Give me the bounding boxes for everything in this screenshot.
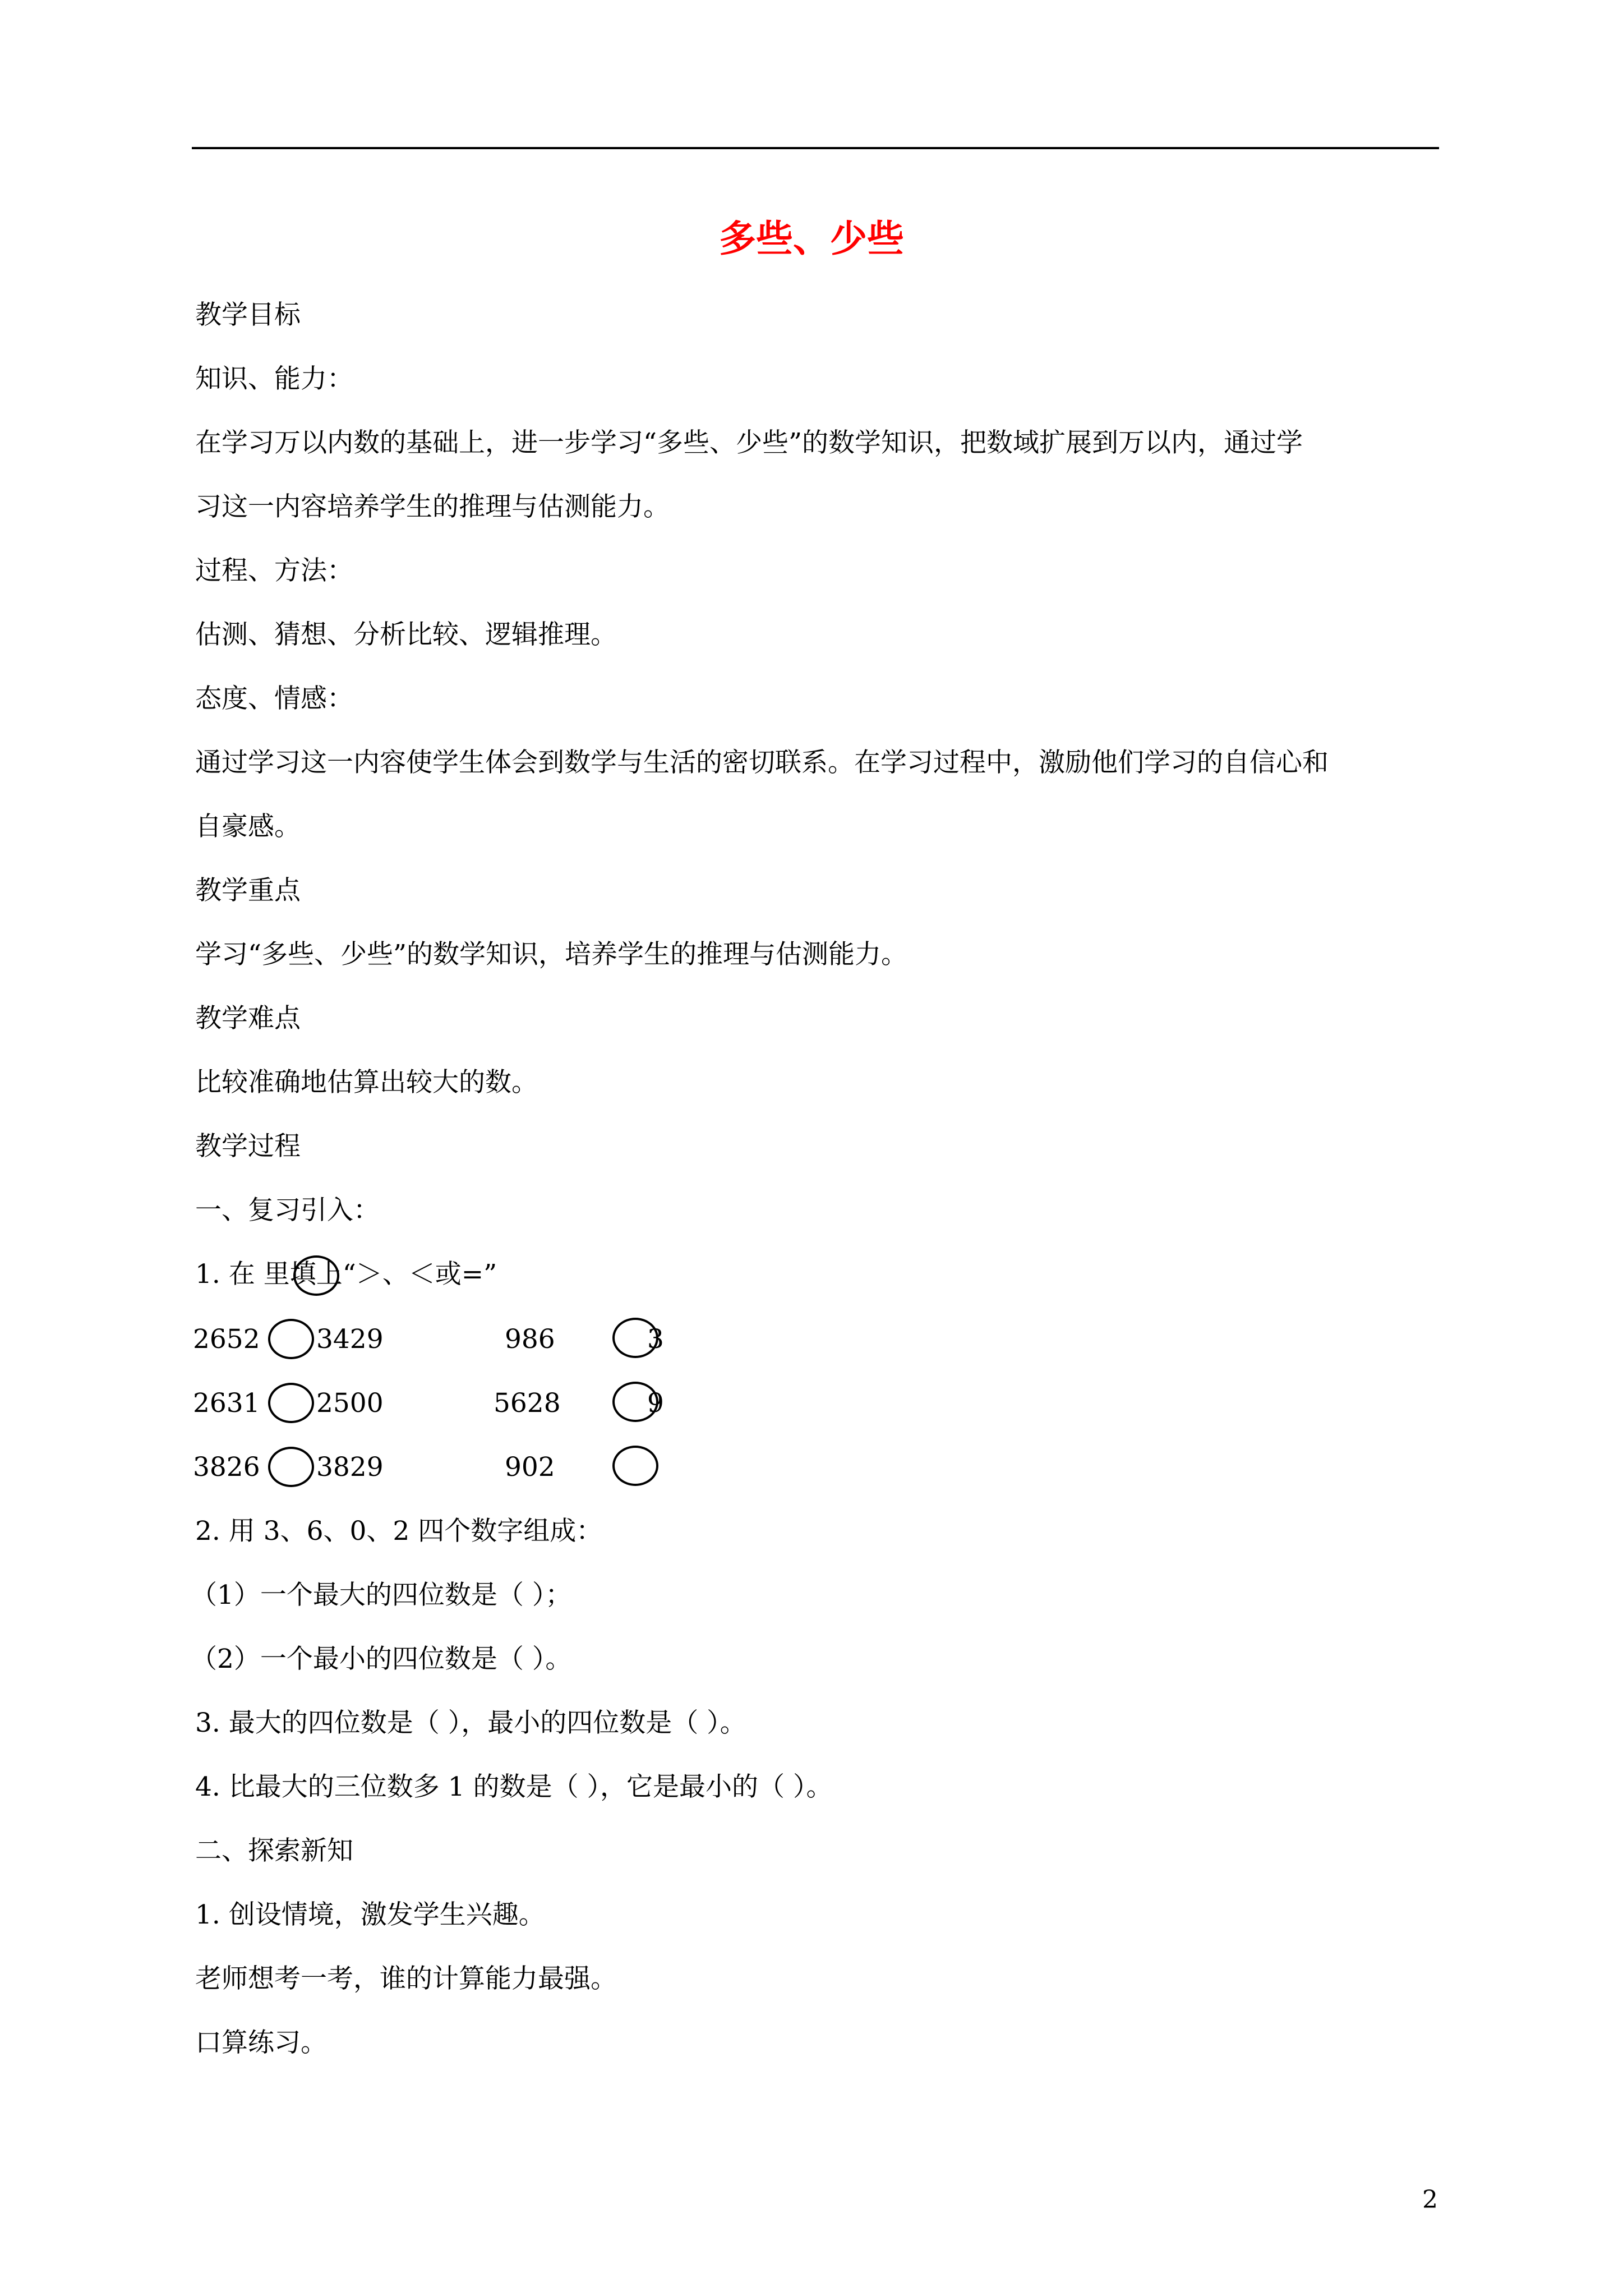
page-number: 2 xyxy=(1422,2185,1438,2214)
paragraph-line: 口算练习。 xyxy=(195,2027,327,2058)
exercise-4: 4. 比最大的三位数多 1 的数是（ ），它是最小的（ ）。 xyxy=(195,1772,833,1802)
compare-left-number: 986 xyxy=(505,1324,555,1355)
blank-circle xyxy=(268,1319,314,1359)
page-title: 多些、少些 xyxy=(719,217,904,260)
compare-right-number: 2500 xyxy=(316,1388,384,1419)
exercise-3: 3. 最大的四位数是（ ），最小的四位数是（ ）。 xyxy=(195,1708,746,1738)
compare-right-number: 9 xyxy=(647,1388,664,1419)
blank-circle xyxy=(268,1447,314,1487)
paragraph-line: 通过学习这一内容使学生体会到数学与生活的密切联系。在学习过程中，激励他们学习的自信心和 xyxy=(195,747,1329,778)
exercise-1-prompt: 1. 在 里填上“＞、＜或=” xyxy=(195,1259,497,1290)
subheading-process: 过程、方法： xyxy=(195,555,353,586)
section-heading-explore: 二、探索新知 xyxy=(195,1835,353,1866)
compare-right-number: 3 xyxy=(647,1324,664,1355)
paragraph-line: 估测、猜想、分析比较、逻辑推理。 xyxy=(195,619,617,650)
compare-left-number: 3826 xyxy=(193,1452,260,1483)
exercise-2-prompt: 2. 用 3、6、0、2 四个数字组成： xyxy=(195,1516,603,1547)
subheading-knowledge: 知识、能力： xyxy=(195,364,353,394)
heading-teaching-process: 教学过程 xyxy=(195,1131,301,1162)
compare-left-number: 902 xyxy=(505,1452,555,1483)
exercise-2-part-1: （1）一个最大的四位数是（ ）； xyxy=(191,1580,572,1611)
blank-circle xyxy=(612,1318,658,1358)
paragraph-line: 在学习万以内数的基础上，进一步学习“多些、少些”的数学知识，把数域扩展到万以内，通过学 xyxy=(195,427,1303,458)
subheading-attitude: 态度、情感： xyxy=(195,683,353,714)
exercise-2-part-2: （2）一个最小的四位数是（ ）。 xyxy=(191,1644,572,1674)
blank-circle xyxy=(612,1446,658,1486)
heading-teaching-goals: 教学目标 xyxy=(195,300,301,330)
compare-left-number: 2631 xyxy=(193,1388,260,1419)
heading-difficulties: 教学难点 xyxy=(195,1003,301,1034)
paragraph-line: 习这一内容培养学生的推理与估测能力。 xyxy=(195,491,670,522)
heading-key-points: 教学重点 xyxy=(195,875,301,906)
compare-left-number: 2652 xyxy=(193,1324,260,1355)
paragraph-line: 自豪感。 xyxy=(195,811,301,842)
compare-right-number: 3829 xyxy=(316,1452,384,1483)
blank-circle xyxy=(293,1255,339,1296)
blank-circle xyxy=(268,1383,314,1423)
paragraph-line: 老师想考一考，谁的计算能力最强。 xyxy=(195,1963,617,1994)
paragraph-line: 1. 创设情境，激发学生兴趣。 xyxy=(195,1899,545,1930)
compare-right-number: 3429 xyxy=(316,1324,384,1355)
header-rule xyxy=(192,147,1439,149)
paragraph-line: 学习“多些、少些”的数学知识，培养学生的推理与估测能力。 xyxy=(195,939,908,970)
paragraph-line: 比较准确地估算出较大的数。 xyxy=(195,1067,538,1098)
blank-circle xyxy=(612,1382,658,1422)
compare-left-number: 5628 xyxy=(494,1388,561,1419)
section-heading-review: 一、复习引入： xyxy=(195,1195,380,1226)
